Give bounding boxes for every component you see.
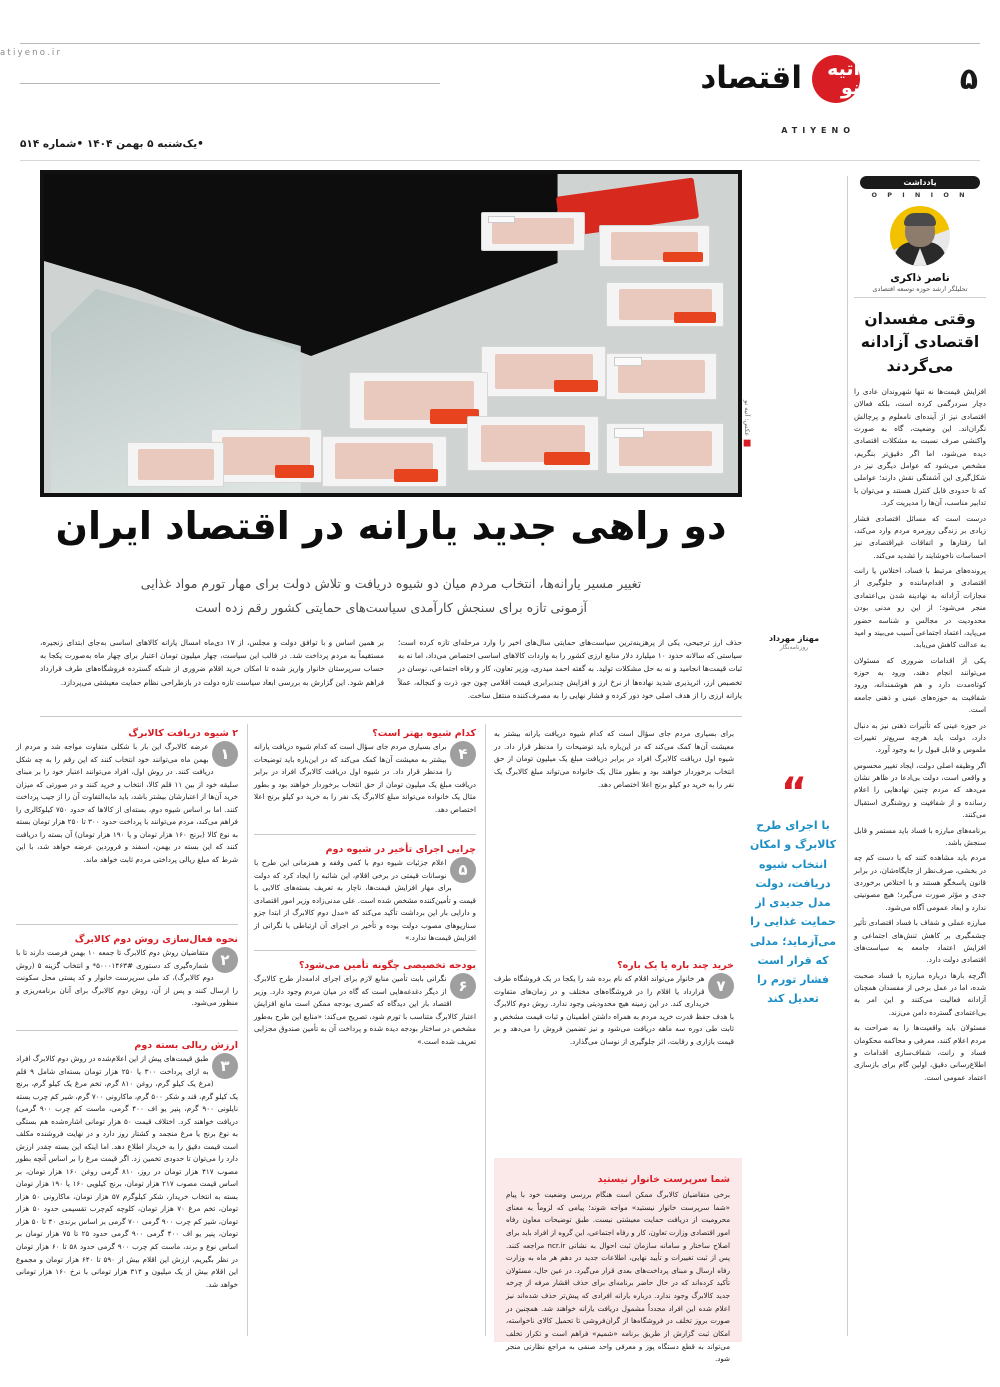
box-separator xyxy=(16,924,238,925)
opinion-tag: یادداشت xyxy=(860,176,980,189)
opinion-paragraph: اگرچه بارها درباره مبارزه با فساد صحبت شده، اما در عمل برخی از مفسدان همچنان آزادانه فعالیت می‌کنند و این امر به بی‌اعتمادی گسترده دامن می‌زند. xyxy=(854,970,986,1017)
info-box-text: عرضه کالابرگ این بار با شکلی متفاوت مواجه شد و مردم از بهمن ماه می‌توانند خود انتخاب کنند که این رقم را به چه شکل دریافت کنند. در روش اول، افراد می‌توانند اعتبار خود را بر مبنای سلیقه خود از بین ۱۱ قلم کالا، انتخاب و خرید کنند و در صورتی که میزان خرید آن‌ها از اعتبارشان بیشتر باشد، باید مابه‌التفاوت آن را از جیب پرداخت کنند. اما بر اساس شیوه دوم، بسته‌ای از کالاها که حدود ۷۵۰ کیلوکالری را فراهم می‌کند، مردم می‌توانند با پرداخت حدود ۳۰۰ تا ۲۵۰ هزار تومان بسته به نوع کالا (برنج ۱۶۰ هزار تومان و یا ۱۹۰ هزار تومان) آن بسته را دریافت کنند که این بسته در بهمن، اسفند و فروردین عرضه خواهد شد، با این شرط که مبلغ ریالی پرداختی مردم ثابت خواهد ماند. xyxy=(16,742,238,864)
column-divider xyxy=(247,724,248,1336)
column-divider xyxy=(485,724,486,1336)
info-box-4 xyxy=(254,728,476,816)
opinion-paragraph: درست است که مسائل اقتصادی فشار زیادی بر زندگی روزمره مردم وارد می‌کند، اما رفتارها و اتفاقات غیراقتصادی نیز احساسات ناخوشایند را تشدید می‌کند. xyxy=(854,513,986,560)
info-box-body xyxy=(254,857,476,945)
photo-tray xyxy=(127,442,224,487)
info-box-7 xyxy=(494,960,734,1048)
info-box-number: ۶ xyxy=(450,973,476,999)
continuation-paragraph: برای بسیاری مردم جای سؤال است که کدام شیوه دریافت یارانه بیشتر به معیشت آن‌ها کمک می‌کند که در این‌باره باید توضیحات را مدنظر قرار داد. در شیوه اول دریافت کالابرگ افراد در برابر دریافت مبلغ یک میلیون تومان از حق انتخاب برخوردار خواهند بود و بطور مثال یک خانواده می‌تواند مبلغ کالابرگ یک نفر را به خرید دو کیلو برنج اعلا اختصاص دهد. xyxy=(494,729,734,789)
page-number: ۵ xyxy=(959,62,978,97)
highlight-box xyxy=(494,1158,742,1364)
photo-tray xyxy=(322,436,447,487)
info-box-title: نحوه فعال‌سازی روش دوم کالابرگ xyxy=(74,934,238,945)
info-box-body xyxy=(16,1053,238,1291)
lead-text-left: بر همین اساس و با توافق دولت و مجلس، از ۱۷ دی‌ماه امسال یارانه کالاهای اساسی به‌جای ابتدای زنجیره، مستقیماً به مردم پرداخت شد. در قالب این سیاست، چهار میلیون تومان اعتبار برای چهار ماه به‌صورت یکجا به حساب سرپرستان خانوار واریز شده تا امکان خرید اقلام ضروری از شبکه گسترده فروشگاه‌های طرف قرارداد فراهم شود. این گزارش به بررسی ابعاد سیاست تازه دولت در بازطراحی نظام حمایت معیشتی می‌پردازد. xyxy=(40,638,384,687)
article-subhead xyxy=(40,572,742,621)
photo-credit-text: عکس: آتیه نو xyxy=(743,400,751,437)
quote-mark-icon: “ xyxy=(780,770,806,816)
box-separator xyxy=(254,950,476,951)
opinion-tag-latin: O P I N I O N xyxy=(871,191,969,199)
article-photo xyxy=(40,170,742,497)
photo-tray xyxy=(481,212,585,250)
info-box-title: خرید چند باره یا یک باره؟ xyxy=(617,960,734,971)
info-box-text: طبق قیمت‌های پیش از این اعلام‌شده در روش دوم کالابرگ افراد به ازای پرداخت ۳۰۰ یا ۲۵۰ هزار تومان بسته‌ای شامل ۹ قلم (مرغ یک کیلو گرم، روغن ۸۱۰ گرم، تخم مرغ یک کیلو گرم، برنج یک کیلو گرم، قند و شکر ۵۰۰ گرم، ماکارونی ۷۰۰ گرم، شیر کم چرب بسته نایلونی ۹۰۰ گرم، پنیر یو اف ۴۰۰ گرمی، ماست کم چرب ۹۰۰ گرمی) دریافت خواهند کرد. اختلاف قیمت ۵۰ هزار تومانی اشاره‌شده هم بستگی به نوع برنج یا مرغ منجمد و کشتار روز دارد و در نهایت فروشنده مکلف است قیمت دقیق را به خریدار اطلاع دهد. اما اینکه این بسته چقدر ارزش دارد را می‌توان تا حدودی تخمین زد. اگر قیمت مرغ را بر اساس آنچه بطور مصوب ۴۱۷ هزار تومان در روز، ۸۱۰ گرمی روغن ۱۶۰ هزار تومان، بر اساس قیمت مصوب ۲۱۷ هزار تومان، برنج کیلویی ۱۶۰ یا ۱۹۰ هزار تومان بسته به انتخاب خریدار، شکر کیلوگرم ۵۷ هزار تومان، ماکارونی ۵۰ هزار تومان، تخم مرغ ۷۰ هزار تومان، کلوچه کم‌چرب تقسیمی حدود ۵۰ هزار تومان، شیر کم چرب ۹۰۰ گرمی ۷۰۰ گرمی بر اساس برندی ۴۰ تا ۵۰ هزار تومان، پنیر یو اف ۴۰۰ گرمی ۹۰۰ گرمی حدود ۲۵ تا ۷۵ هزار تومان بر اساس نوع و برند، ماست کم چرب ۹۰۰ گرمی حدود ۵۸ تا ۶۰ هزار تومان در نظر بگیریم، ارزش این اقلام بیش از ۵۹۰ تا ۶۴۰ هزار تومان و مجموع این اقلام بیش از یک میلیون و ۳۱۴ هزار تومانی با نرخ ۱۶۰ هزار تومانی خواهد شد. xyxy=(16,1054,239,1289)
info-box-title: ارزش ریالی بسته دوم xyxy=(134,1040,238,1051)
photo-tray xyxy=(481,346,606,397)
info-box-number: ۵ xyxy=(450,857,476,883)
opinion-paragraph: اگر وظیفه اصلی دولت، ایجاد تغییر محسوس و واقعی است، دولت بی‌ادعا در ظاهر نشان می‌دهد که مردم چنین نهادهایی را اعلام رسانده و از شفافیت و روشنگری استقبال می‌کنند. xyxy=(854,760,986,820)
info-box-number: ۴ xyxy=(450,741,476,767)
site-url-text: atiyeno.ir xyxy=(0,48,63,58)
info-box-body xyxy=(254,741,476,816)
info-box-text: متقاضیان روش دوم کالابرگ تا جمعه ۱۰ بهمن فرصت دارند تا با شماره‌گیری کد دستوری #۵۰۰۰۱۴۶۳* و انتخاب گزینه ۵ (روش دوم کالابرگ)، کد ملی سرپرست خانوار و کد پستی محل سکونت را ارسال کنند و پس از آن، روش دوم کالابرگ برای آنان برنامه‌ریزی و منظور می‌شود. xyxy=(16,948,238,1008)
info-box-body xyxy=(494,973,734,1048)
highlight-box-body: برخی متقاضیان کالابرگ ممکن است هنگام بررسی وضعیت خود با پیام «شما سرپرست خانوار نیستید» مواجه شوند؛ پیامی که لزوماً به معنای محرومیت از دریافت حمایت معیشتی نیست. طبق توضیحات معاون رفاه امور اقتصادی وزارت تعاون، کار و رفاه اجتماعی، این گروه از افراد باید برای اصلاح ساختار و سامانه سازمان ثبت احوال به نشانی ncr.ir مراجعه کنند. پس از ثبت تغییرات و تأیید نهایی، اطلاعات جدید در دهم هر ماه به وزارت رفاه ارسال و مبنای پرداخت‌های بعدی قرار می‌گیرد. در عین حال، مسئولان تأکید کرده‌اند که در حال حاضر برنامه‌ای برای حذف اقشار مرفه از چرخه جدید کالابرگ وجود ندارد. درباره یارانه افرادی که پیش‌تر حذف شده‌اند نیز اعلام شده این افراد مجدداً مشمول دریافت یارانه خواهند شد. همچنین در صورت بروز تخلف در فروشگاه‌ها از گران‌فروشی تا تحمیل کالای ناخواسته، امکان ثبت گزارش از طریق برنامه «شمیم» فراهم است و تکرار تخلف می‌تواند به قطع دستگاه پوز و معرفی واحد صنفی به مراجع نظارتی منجر شود. xyxy=(506,1190,730,1364)
opinion-paragraph: مسئولان باید واقعیت‌ها را به صراحت به مردم اعلام کنند، معرفی و محاکمه محکومان فساد و رانت، شفاف‌سازی اقدامات و اطلاع‌رسانی دقیق، اولین گام برای بازسازی اعتماد عمومی است. xyxy=(854,1023,986,1082)
photo-tray xyxy=(599,225,710,266)
opinion-paragraph: پرونده‌های مرتبط با فساد، اختلاس یا رانت اقتصادی و اقدام‌ماننده و جلوگیری از مجازات آزادانه به نهادینه شدن بی‌اعتمادی منجر می‌شود؛ از این رو مدنی بودن محدودیت در مجالس و شناسه حضور می‌پاید، اعتماد اجتماعی آسیب می‌بیند و امید به عدالت کاهش می‌یابد. xyxy=(854,566,986,650)
opinion-paragraph: در حوزه عینی که تأثیرات ذهنی نیز به دنبال دارد، دولت باید هرچه سریع‌تر تغییرات ملموس و قابل قبول را به وجود آورد. xyxy=(854,720,986,755)
avatar-hair xyxy=(904,213,936,226)
info-box-5 xyxy=(254,844,476,945)
author-role: تحلیلگر ارشد حوزه توسعه اقتصادی xyxy=(854,285,986,298)
photo-tray xyxy=(606,282,724,327)
photo-tray xyxy=(606,423,724,474)
info-box-text: هر خانوار می‌تواند اقلام که نام برده شد را یکجا در یک فروشگاه طرف قرارداد یا اقلام را در فروشگاه‌های مختلف و در زمان‌های متفاوت خریداری کند. در این زمینه هیچ محدودیتی وجود ندارد. روش دوم کالابرگ با هدف حفظ قدرت خرید مردم به همراه داشتن اطمینان و ثبات قیمت مشخص و ثابت طی دوره سه ماهه دریافت می‌شود و نیز تضمین فروش را می‌دهد و بر قیمت بازاری و رقابت، اثر جلوگیری از نوسان می‌گذارد. xyxy=(494,974,734,1046)
info-box-text: نگرانی بابت تأمین منابع لازم برای اجرای ادامه‌دار طرح کالابرگ از دیگر دغدغه‌هایی است که گاه در میان مردم وجود دارد. وزیر اقتصاد بار این دیدگاه که کسری بودجه ممکن است مانع افزایش اعتبار کالابرگ متناسب با تورم شود، تصریح می‌کند: «منابع این طرح به‌طور مشخص در ساختار بودجه دیده شده و پرداخت آن به تأمین صندوق مجزایی تعریف شده است.» xyxy=(254,974,476,1046)
info-box-1 xyxy=(16,728,238,866)
opinion-paragraph: افزایش قیمت‌ها نه تنها شهروندان عادی را دچار سردرگمی کرده است، بلکه فعالان اقتصادی نیز از آینده‌ای نامعلوم و پرچالش نگران‌اند. این وضعیت، گاه به صورت واکنشی صرف نسبت به مشکلات اقتصادی دیده می‌شود، اما اگر دقیق‌تر بنگریم، مشخص می‌شود که عوامل دیگری نیز در شکل‌گیری این آشفتگی نقش دارند؛ عواملی که تا حدودی قابل کنترل هستند و می‌توان با تدابیر مناسب، آن‌ها را مدیریت کرد. xyxy=(854,386,986,508)
photo-tray xyxy=(211,429,322,483)
credit-dot-icon: ■ xyxy=(742,438,752,449)
info-box-body xyxy=(16,741,238,866)
photo-canvas xyxy=(44,174,738,493)
info-box-number: ۱ xyxy=(212,741,238,767)
info-box-number: ۳ xyxy=(212,1053,238,1079)
opinion-paragraph: مبارزه عملی و شفاف با فساد اقتصادی تأثیر چشمگیری بر کاهش تنش‌های اجتماعی و افزایش اعتماد جامعه به سیاست‌های اقتصادی دولت دارد. xyxy=(854,918,986,965)
byline-role: روزنامه‌نگار xyxy=(779,644,809,651)
info-box-title: چرایی اجرای تأخیر در شیوه دوم xyxy=(325,844,476,855)
continuation-text-col xyxy=(494,728,734,946)
highlight-box-title: شما سرپرست خانوار نیستید xyxy=(597,1174,730,1185)
info-box-2 xyxy=(16,934,238,1010)
brand-latin: ATIYENO xyxy=(781,126,855,135)
lead-column-left xyxy=(40,636,384,702)
info-box-body xyxy=(254,973,476,1048)
site-url xyxy=(0,48,1000,58)
info-box-title: کدام شیوه بهتر است؟ xyxy=(372,728,476,739)
info-box-text: برای بسیاری مردم جای سؤال است که کدام شیوه دریافت یارانه بیشتر به معیشت آن‌ها کمک می‌کند که در این‌باره باید توضیحات را مدنظر قرار داد. در شیوه اول دریافت کالابرگ افراد در برابر دریافت مبلغ یک میلیون تومان از حق انتخاب برخوردار خواهند بود و بطور مثال یک خانواده می‌تواند مبلغ کالابرگ یک نفر را به خرید دو کیلو برنج اعلا اختصاص دهد. xyxy=(254,742,476,814)
info-box-3 xyxy=(16,1040,238,1291)
lead-text-right: حذف ارز ترجیحی، یکی از پرهزینه‌ترین سیاست‌های حمایتی سال‌های اخیر را وارد مرحله‌ای تازه کرده است؛ سیاستی که سالانه حدود ۱۰ میلیارد دلار منابع ارزی کشور را به واردات کالاهای اساسی اختصاص می‌داد، اما نه به ثبات قیمت‌ها انجامید و نه به حل مشکلات تولید. به گفته احمد میدری، وزیر تعاون، کار و رفاه اجتماعی، نوسان در تخصیص ارز، اثرپذیری شدید نهاده‌ها از نرخ ارز و افزایش چندبرابری قیمت اقلامی چون جو، ذرت و کنجاله، عملاً یارانه ارزی را از هدف اصلی خود دور کرده و فشار نهایی را به مصرف‌کننده منتقل ساخت. xyxy=(398,638,743,700)
article-lead xyxy=(40,636,742,702)
info-box-6 xyxy=(254,960,476,1048)
info-box-body xyxy=(16,947,238,1010)
pull-quote xyxy=(748,770,838,1009)
pull-quote-text: با اجرای طرح کالابرگ و امکان انتخاب شیوه دریافت، دولت مدل جدیدی از حمایت غذایی را می‌آزماید؛ مدلی که قرار است فشار تورم را تعدیل کند xyxy=(749,819,837,1006)
opinion-column xyxy=(854,176,986,1087)
masthead-logo-icon xyxy=(812,55,860,103)
header-bottom-rule xyxy=(20,160,980,161)
info-box-number: ۷ xyxy=(708,973,734,999)
photo-tray xyxy=(467,416,599,470)
info-box-text: اعلام جزئیات شیوه دوم با کمی وقفه و همزمانی این طرح با نوسانات قیمتی در برخی اقلام، این شائبه را ایجاد کرد که دولت برای مهار افزایش قیمت‌ها، ناچار به تعریف بسته‌های کالایی با قیمت و تأمین‌کننده مشخص شده است. علی مدنی‌زاده وزیر امور اقتصادی و دارایی بار این برداشت تأکید می‌کند که «مدل دوم کالابرگ از ابتدا جزو سناریوهای مصوب دولت بوده و تأخیر در اجرای آن ارتباطی با نگرانی از افزایش قیمت‌ها ندارد.» xyxy=(254,858,476,943)
page-title: دو راهی جدید یارانه در اقتصاد ایران xyxy=(55,504,727,548)
author-name: ناصر ذاکری xyxy=(890,272,950,284)
photo-tray xyxy=(606,353,717,401)
issue-line: •یک‌شنبه ۵ بهمن ۱۴۰۴ •شماره ۵۱۴ xyxy=(20,138,204,150)
column-divider xyxy=(847,176,848,1336)
info-box-title: بودجه تخصیصی چگونه تأمین می‌شود؟ xyxy=(298,960,476,971)
info-box-number: ۲ xyxy=(212,947,238,973)
photo-credit xyxy=(742,400,752,448)
byline-name: مهناز مهرداد xyxy=(768,634,820,643)
subhead-line-1: تغییر مسیر یارانه‌ها، انتخاب مردم میان دو شیوه دریافت و تلاش دولت برای مهار تورم مواد غذایی xyxy=(140,576,642,591)
section-title: اقتصاد xyxy=(700,60,802,96)
opinion-paragraph: مردم باید مشاهده کنند که با دست کم چه در بخشی، صرف‌نظر از جایگاه‌شان، در برابر قانون پاسخگو هستند و با اختلاص برخوردی جدی و مؤثر صورت می‌گیرد؛ هیچ مصونیتی ندارد و ابعاد عمومی آگاه می‌شود. xyxy=(854,853,986,912)
author-avatar xyxy=(890,206,950,266)
opinion-paragraph: برنامه‌های مبارزه با فساد باید مستمر و قابل سنجش باشد. xyxy=(854,825,986,847)
header-top-rule xyxy=(20,43,980,44)
opinion-body xyxy=(854,386,986,1084)
opinion-title: وقتی مفسدان اقتصادی آزادانه می‌گردند xyxy=(860,310,980,375)
subhead-line-2: آزمونی تازه برای سنجش کارآمدی سیاست‌های حمایتی کشور رقم زده است xyxy=(194,600,588,616)
lead-column-right xyxy=(398,636,742,702)
header-secondary-rule xyxy=(20,83,440,84)
opinion-paragraph: یکی از اقدامات ضروری که مسئولان می‌توانند انجام دهند، ورود به حوزه کوتاه‌مدت دارد و هم هوشمندانه، ورود شفافیت به حوزه‌های عینی و ذهنی جامعه است. xyxy=(854,655,986,715)
box-separator xyxy=(16,1030,238,1031)
box-separator xyxy=(254,834,476,835)
masthead-logo-text: آتیه نو xyxy=(827,58,860,99)
byline xyxy=(748,634,840,651)
info-box-title: ۲ شیوه دریافت کالابرگ xyxy=(128,728,238,739)
lead-bottom-rule xyxy=(40,716,742,717)
